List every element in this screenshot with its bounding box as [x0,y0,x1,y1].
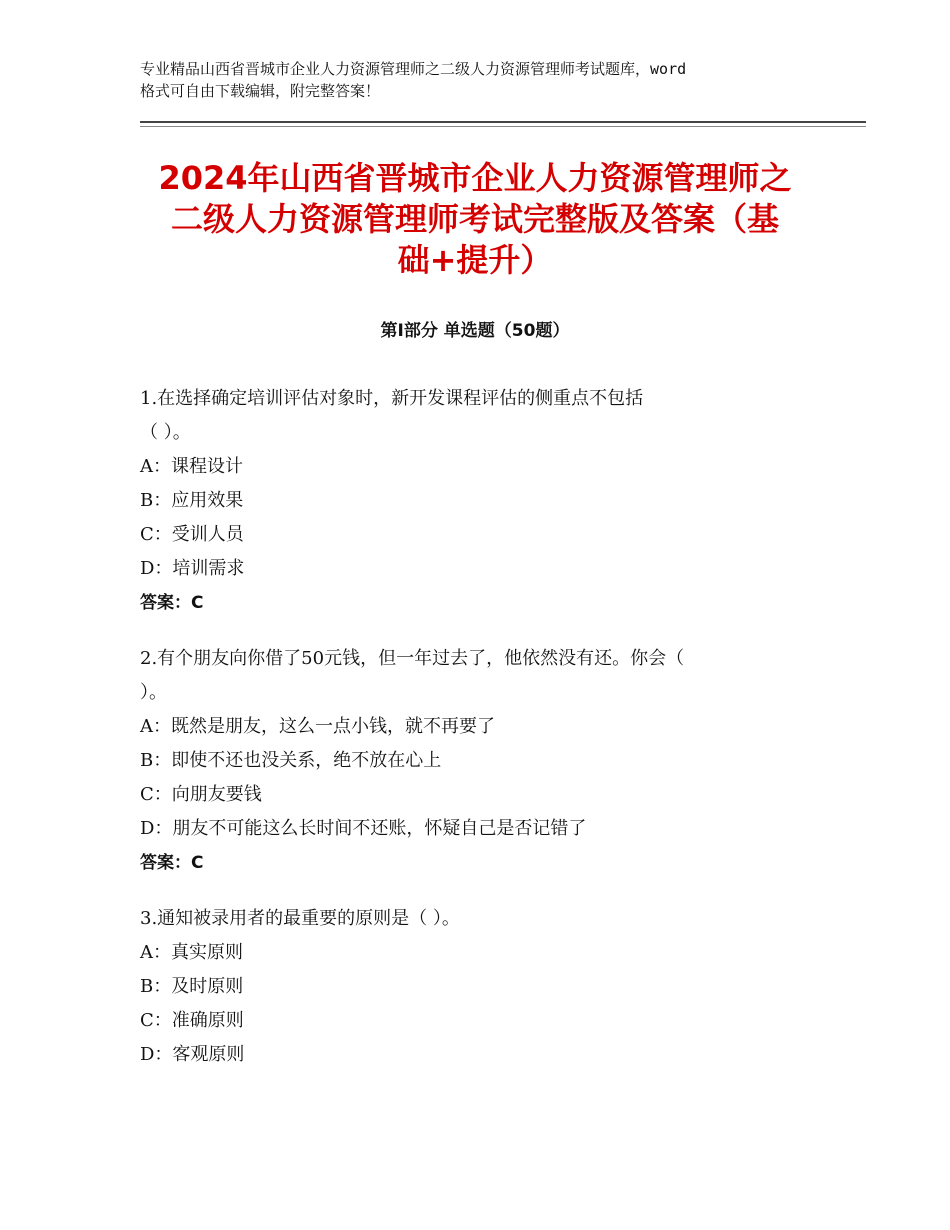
question-list [140,382,820,1094]
title-line-2: 二级人力资源管理师考试完整版及答案（基 [170,200,779,238]
question-3-option-a: A：真实原则 [140,942,243,963]
question-3-option-b: B：及时原则 [140,976,244,997]
header-note-line-1: 专业精品山西省晋城市企业人力资源管理师之二级人力资源管理师考试题库，word [140,60,687,78]
question-2-option-c: C：向朋友要钱 [140,784,262,805]
title-line-1: 2024年山西省晋城市企业人力资源管理师之 [158,159,792,197]
question-1-answer: 答案：C [140,593,204,613]
question-3-stem-line-1: 3.通知被录用者的最重要的原则是（ ）。 [140,908,460,929]
question-2-option-d: D：朋友不可能这么长时间不还账，怀疑自己是否记错了 [140,818,587,839]
question-1-option-a: A：课程设计 [140,456,243,477]
question-3-option-c: C：准确原则 [140,1010,244,1031]
question-3 [140,902,820,1072]
header-rule-thick [140,121,866,123]
question-2 [140,642,820,880]
section-title: 第Ⅰ部分 单选题（50题） [380,321,570,341]
header-note [140,58,830,102]
header-rule-thin [140,126,866,127]
question-2-stem-line-2: ）。 [140,682,167,703]
question-2-option-b: B：即使不还也没关系，绝不放在心上 [140,750,442,771]
question-1-stem-line-1: 1.在选择确定培训评估对象时，新开发课程评估的侧重点不包括 [140,388,644,409]
question-1-stem-line-2: （ ）。 [140,422,191,443]
question-2-stem-line-1: 2.有个朋友向你借了50元钱，但一年过去了，他依然没有还。你会（ [140,648,685,669]
question-2-option-a: A：既然是朋友，这么一点小钱，就不再要了 [140,716,495,737]
document-title [130,158,820,281]
header-note-line-2: 格式可自由下载编辑，附完整答案！ [140,82,381,100]
question-2-answer: 答案：C [140,853,204,873]
question-1-option-b: B：应用效果 [140,490,244,511]
question-3-option-d: D：客观原则 [140,1044,245,1065]
question-1-option-c: C：受训人员 [140,524,244,545]
question-1 [140,382,820,620]
question-1-option-d: D：培训需求 [140,558,245,579]
title-line-3: 础+提升） [397,241,553,279]
